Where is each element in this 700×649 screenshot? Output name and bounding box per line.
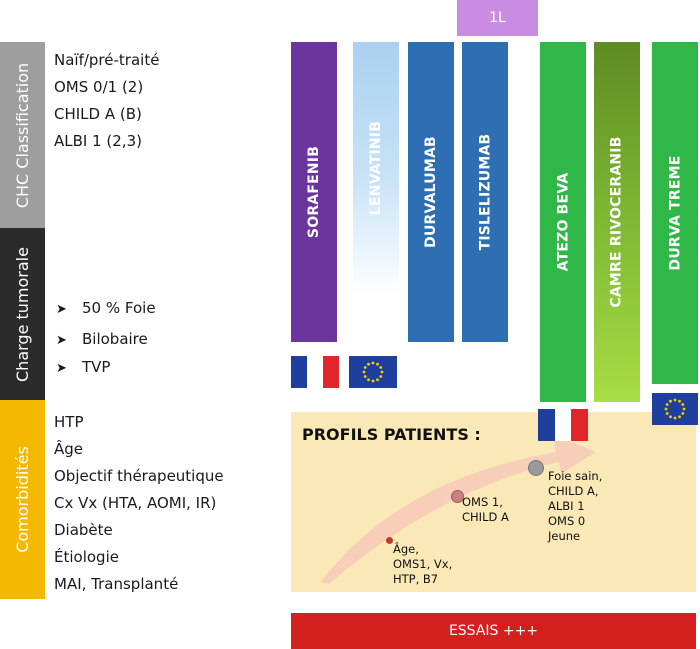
drug-column-durva-treme bbox=[652, 42, 698, 384]
chc-classification-text: CHC Classification bbox=[13, 62, 33, 208]
tumor-item: ➤ TVP bbox=[56, 358, 111, 376]
comorbidity-item: Âge bbox=[54, 440, 84, 458]
charge-tumorale-label bbox=[0, 228, 45, 400]
chc-item: Naïf/pré-traité bbox=[54, 51, 160, 69]
comorbidity-item: Objectif thérapeutique bbox=[54, 467, 224, 485]
comorbidity-item: HTP bbox=[54, 413, 84, 431]
comorbidity-item: Cx Vx (HTA, AOMI, IR) bbox=[54, 494, 217, 512]
flag-eu-icon bbox=[652, 393, 698, 425]
comorbidites-text: Comorbidités bbox=[13, 446, 33, 553]
drug-column-camre-rivoceranib bbox=[594, 42, 640, 402]
drug-label: SORAFENIB bbox=[306, 145, 322, 239]
drug-label: CAMRE RIVOCERANIB bbox=[609, 136, 626, 308]
drug-label: DURVA TREME bbox=[667, 155, 684, 271]
drug-label: DURVALUMAB bbox=[423, 136, 439, 248]
tumor-item: ➤ 50 % Foie bbox=[56, 299, 156, 317]
chc-classification-label bbox=[0, 42, 45, 228]
drug-label: LENVATINIB bbox=[368, 120, 385, 216]
arrow-bullet-icon: ➤ bbox=[56, 361, 67, 376]
drug-column-sorafenib bbox=[291, 42, 337, 342]
arrow-bullet-icon: ➤ bbox=[56, 333, 67, 348]
chc-item: ALBI 1 (2,3) bbox=[54, 132, 142, 150]
drug-column-lenvatinib bbox=[353, 42, 399, 294]
comorbidity-item: Étiologie bbox=[54, 548, 119, 566]
profile-dot bbox=[386, 537, 393, 544]
drug-label: TISLELIZUMAB bbox=[477, 133, 494, 251]
drug-column-atezo-beva bbox=[540, 42, 586, 402]
drug-column-tislelizumab bbox=[462, 42, 508, 342]
drug-label: ATEZO BEVA bbox=[555, 172, 571, 272]
essais-banner: ESSAIS +++ bbox=[291, 613, 696, 649]
first-line-badge: 1L bbox=[457, 0, 538, 36]
profile-dot bbox=[528, 460, 544, 476]
comorbidity-item: Diabète bbox=[54, 521, 113, 539]
chc-item: OMS 0/1 (2) bbox=[54, 78, 144, 96]
profiles-title: PROFILS PATIENTS : bbox=[302, 425, 481, 444]
drug-column-durvalumab bbox=[408, 42, 454, 342]
comorbidites-label bbox=[0, 400, 45, 599]
tumor-item: ➤ Bilobaire bbox=[56, 330, 148, 348]
flag-fr-icon bbox=[538, 409, 588, 441]
comorbidity-item: MAI, Transplanté bbox=[54, 575, 179, 593]
flag-eu-icon bbox=[349, 356, 397, 388]
profile-group: Foie sain, CHILD A, ALBI 1 OMS 0 Jeune bbox=[548, 469, 603, 543]
profile-group: OMS 1, CHILD A bbox=[462, 495, 509, 524]
arrow-bullet-icon: ➤ bbox=[56, 302, 67, 317]
flag-fr-icon bbox=[291, 356, 339, 388]
charge-tumorale-text: Charge tumorale bbox=[13, 246, 32, 382]
chc-item: CHILD A (B) bbox=[54, 105, 142, 123]
profile-group: Âge, OMS1, Vx, HTP, B7 bbox=[393, 542, 453, 586]
